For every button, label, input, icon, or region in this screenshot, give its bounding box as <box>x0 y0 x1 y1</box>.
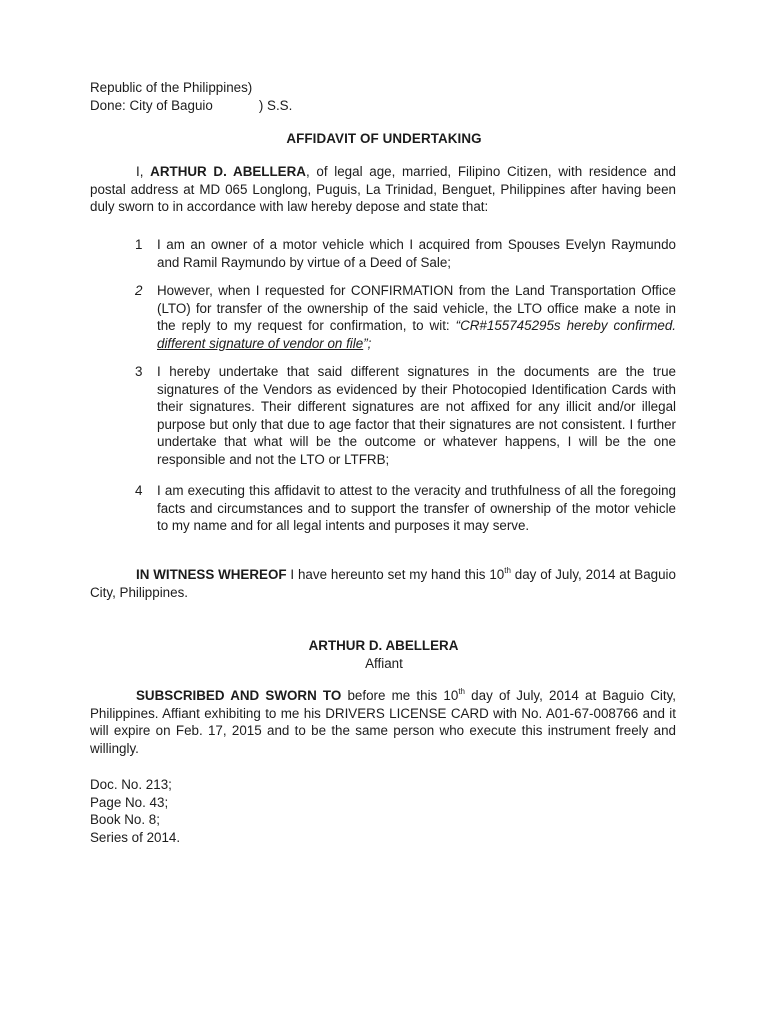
signature-block <box>0 637 768 672</box>
quote-open-mark: “ <box>455 318 461 333</box>
jurat-heading: SUBSCRIBED AND SWORN TO <box>136 688 342 703</box>
statement-number: 3 <box>135 364 143 379</box>
affiant-label: Affiant <box>365 655 403 671</box>
done-line <box>90 97 390 115</box>
page-number: Page No. 43; <box>90 794 169 810</box>
witness-paragraph <box>90 566 676 601</box>
affiant-name-inline: ARTHUR D. ABELLERA <box>150 164 306 179</box>
intro-prefix: I, <box>136 164 144 179</box>
book-number: Book No. 8; <box>90 812 160 828</box>
intro-paragraph <box>90 163 676 216</box>
witness-text-after: day of July, 2014 at Baguio City, Philippines. <box>90 567 676 600</box>
witness-text-before: I have hereunto set my hand this 10 <box>286 567 505 582</box>
statement-item-2 <box>90 282 676 352</box>
ss-text: ) S.S. <box>258 97 293 113</box>
venue-header <box>90 79 390 114</box>
document-title: AFFIDAVIT OF UNDERTAKING <box>286 131 482 146</box>
statement-text: I am an owner of a motor vehicle which I acquired from Spouses Evelyn Raymundo and Ramil Raymundo by virtue of a Deed of Sale; <box>157 237 676 270</box>
quote-close-mark: ”; <box>363 335 372 351</box>
witness-ordinal-suffix: th <box>504 565 511 575</box>
statement-item-4 <box>90 482 676 535</box>
intro-text: , of legal age, married, Filipino Citizen, with residence and postal address at MD 065 Longlong, Puguis, La Trinidad, Benguet, Philippines after having been duly sworn to in accordance with law hereby depose and state that: <box>90 164 676 214</box>
statement-text: I am executing this affidavit to attest to the veracity and truthfulness of all the foregoing facts and circumstances and to support the transfer of ownership of the motor vehicle to my name and for all legal intents and purposes it may serve. <box>157 483 676 533</box>
statement-body: However, when I requested for CONFIRMATION from the Land Transportation Office (LTO) for transfer of the ownership of the said vehicle, the LTO office make a note in the reply to my request for confirmation, to wit: <box>157 283 676 333</box>
jurat-text-after: day of July, 2014 at Baguio City, Philippines. Affiant exhibiting to me his DRIVERS LICENSE CARD with No. A01-67-008766 and it will expire on Feb. 17, 2015 and to be the same person who execute this instrument freely and willingly. <box>90 688 677 756</box>
statement-number: 4 <box>135 483 143 498</box>
republic-line: Republic of the Philippines) <box>90 80 253 95</box>
statement-text <box>157 282 676 352</box>
doc-number: Doc. No. 213; <box>90 777 172 792</box>
affiant-name: ARTHUR D. ABELLERA <box>308 638 459 653</box>
statement-item-1 <box>90 236 676 271</box>
quote-main-text: CR#155745295s hereby confirmed. <box>460 318 677 333</box>
statement-number: 2 <box>135 283 143 298</box>
jurat-paragraph <box>90 687 676 757</box>
statement-item-3 <box>90 363 676 468</box>
done-city-text: Done: City of Baguio <box>90 97 213 113</box>
series-year: Series of 2014. <box>90 829 181 845</box>
statement-number: 1 <box>135 237 143 252</box>
jurat-ordinal-suffix: th <box>458 686 465 696</box>
statement-text: I hereby undertake that said different signatures in the documents are the true signatures of the Vendors as evidenced by their Photocopied Identification Cards with their signatures. Their different signatures are not affixed for any illicit and/or illegal purpose but only that due to age factor that their signatures are not consistent. I further undertake that what will be the outcome or whatever happens, I will be the one responsible and not the LTO or LTFRB; <box>157 364 676 467</box>
notarial-register <box>90 776 330 846</box>
quote-underlined-text: different signature of vendor on file <box>157 335 364 351</box>
witness-heading: IN WITNESS WHEREOF <box>136 567 287 582</box>
jurat-text-before: before me this 10 <box>341 688 459 703</box>
